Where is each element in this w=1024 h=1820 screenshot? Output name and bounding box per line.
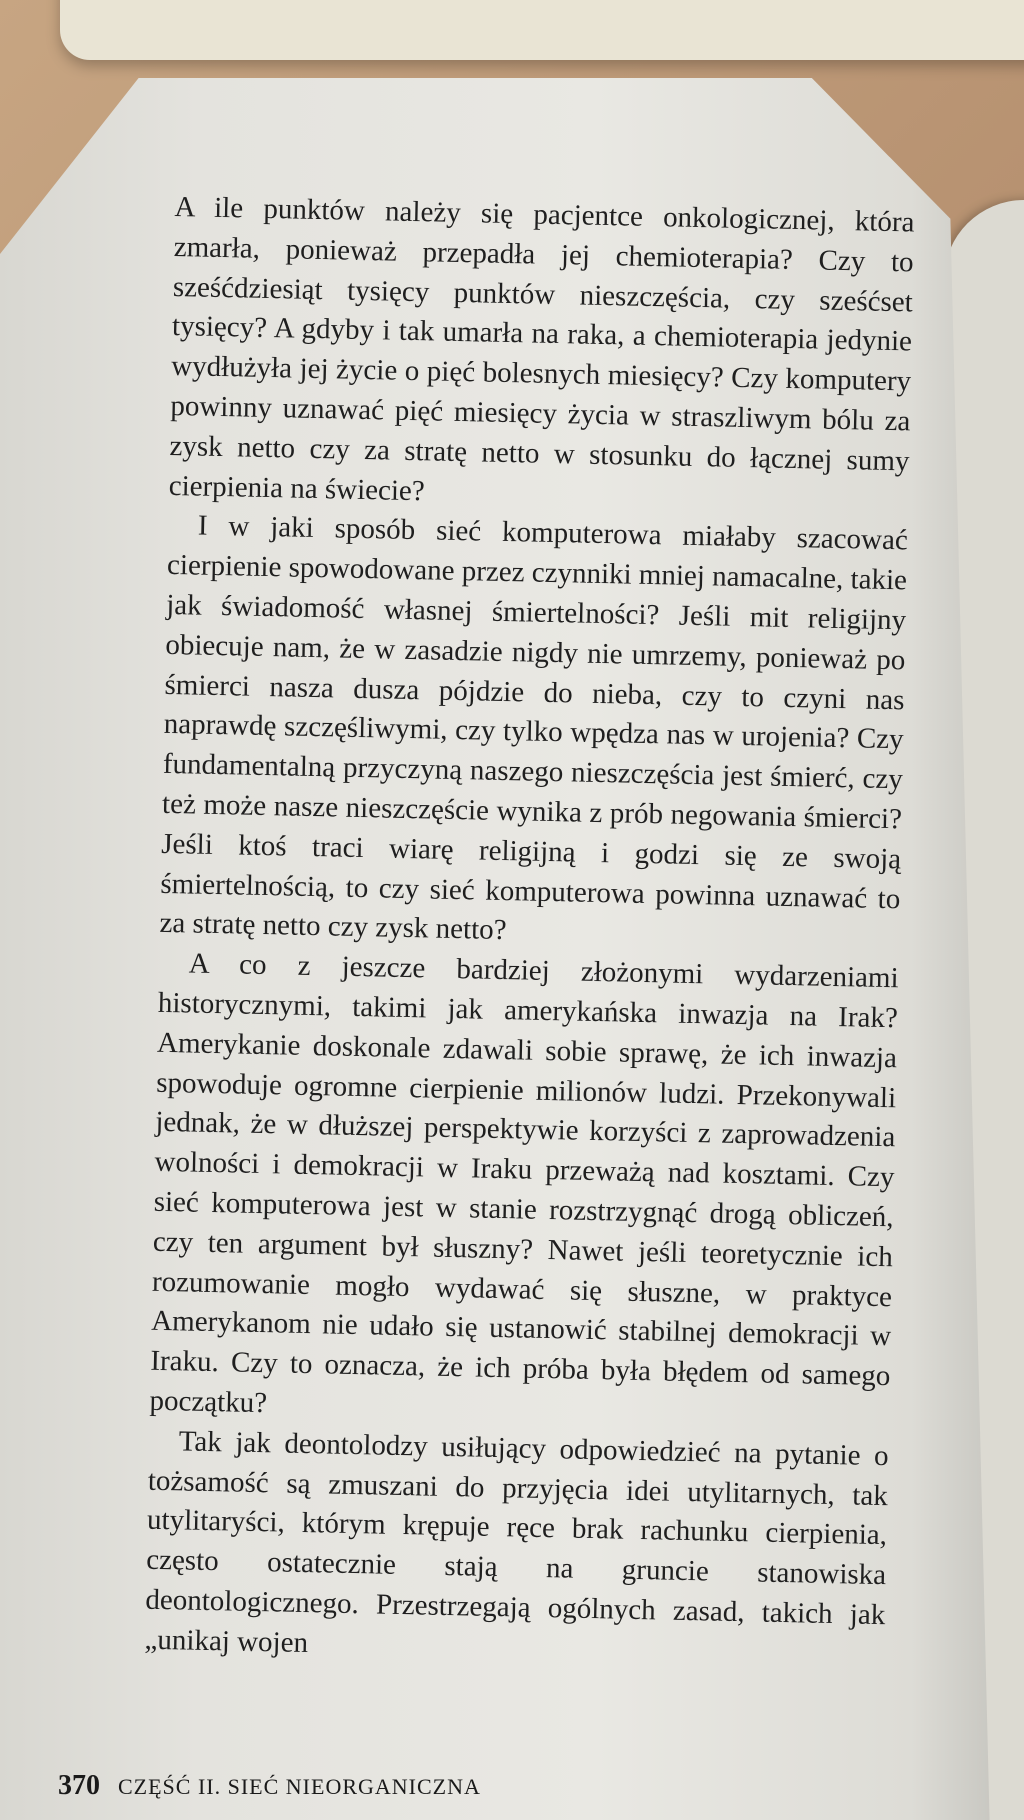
page-number: 370 (58, 1770, 100, 1801)
paragraph-3: A co z jeszcze bardziej złożonymi wydarzeniami historycznymi, takimi jak amerykańska inwazja na Irak? Amerykanie doskonale zdawali sobie sprawę, że ich inwazja spowoduje ogromne cierpienie milionów ludzi. Przekonywali jednak, że w dłuższej perspektywie korzyści z zaprowadzenia wolności i demokracji w Iraku przeważą nad kosztami. Czy sieć komputerowa jest w stanie rozstrzygnąć drogą obliczeń, czy ten argument był słuszny? Nawet jeśli teoretycznie ich rozumowanie mogło wydawać się słuszne, w praktyce Amerykanom nie udało się ustanowić stabilnej demokracji w Iraku. Czy to oznacza, że ich próba była błędem od samego początku? (149, 947, 899, 1420)
paragraph-4: Tak jak deontolodzy usiłujący odpowiedzieć na pytanie o tożsamość są zmuszani do przyjęcia idei utylitarnych, tak utylitaryści, którym krępuje ręce brak rachunku cierpienia, często ostatecznie stają na gruncie stanowiska deontologicznego. Przestrzegają ogólnych zasad, takich jak „unikaj wojen (144, 1425, 889, 1659)
running-head: CZĘŚĆ II. SIEĆ NIEORGANICZNA (118, 1774, 481, 1799)
paragraph-1: A ile punktów należy się pacjentce onkologicznej, która zmarła, ponieważ przepadła jej chemioterapia? Czy to sześćdziesiąt tysięcy punktów nieszczęścia, czy sześćset tysięcy? A gdyby i tak umarła na raka, a chemioterapia jedynie wydłużyła jej życie o pięć bolesnych miesięcy? Czy komputery powinny uznawać pięć miesięcy życia w straszliwym bólu za zysk netto czy za stratę netto w stosunku do łącznej sumy cierpienia na świecie? (168, 190, 915, 507)
book-behind (60, 0, 1024, 60)
page-footer (58, 1770, 481, 1802)
body-text (144, 188, 915, 1676)
paragraph-2: I w jaki sposób sieć komputerowa miałaby szacować cierpienie spowodowane przez czynniki mniej namacalne, takie jak świadomość własnej śmiertelności? Jeśli mit religijny obiecuje nam, że w zasadzie nigdy nie umrzemy, ponieważ po śmierci nasza dusza pójdzie do nieba, czy to czyni nas naprawdę szczęśliwymi, czy tylko wpędza nas w urojenia? Czy fundamentalną przyczyną naszego nieszczęścia jest śmierć, czy też może nasze nieszczęście wynika z prób negowania śmierci? Jeśli ktoś traci wiarę religijną i godzi się ze swoją śmiertelnością, to czy sieć komputerowa powinna uznawać to za stratę netto czy zysk netto? (159, 509, 909, 947)
